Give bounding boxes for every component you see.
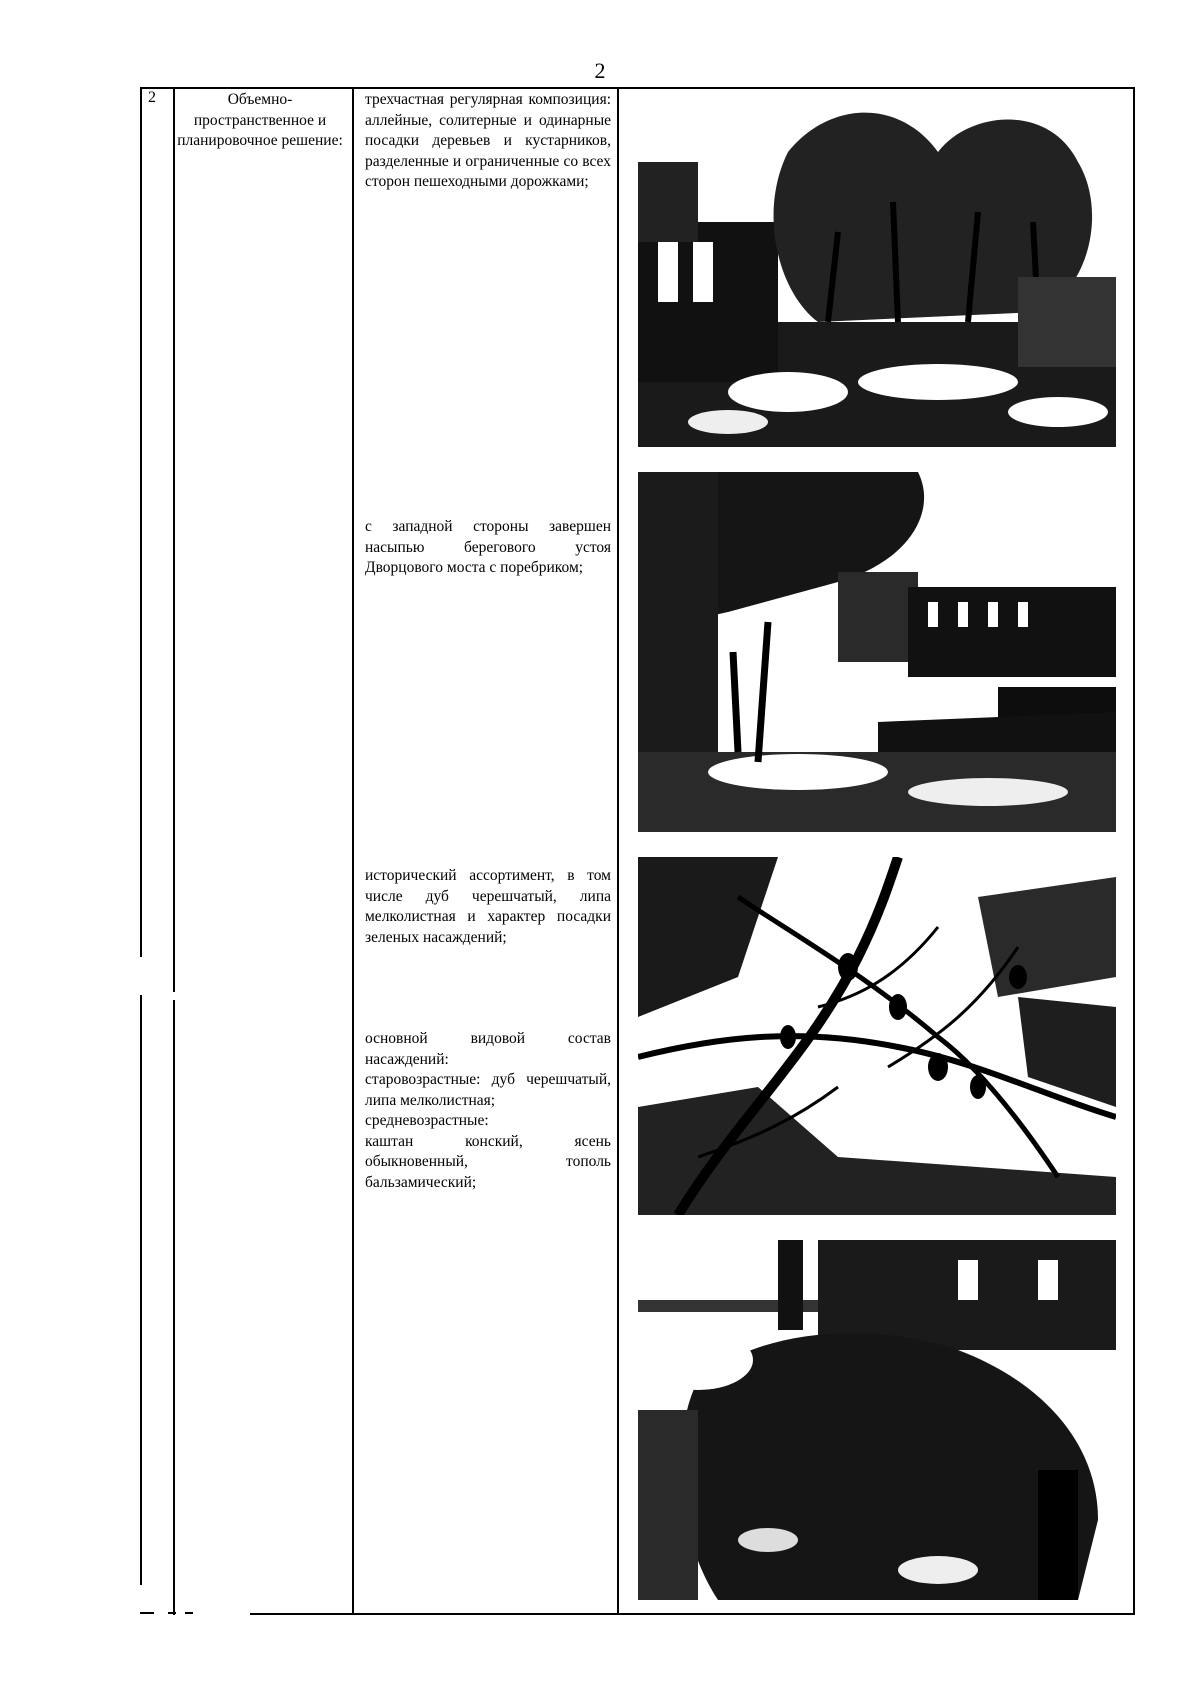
entry-western-side: с западной стороны завершен насыпью берегового устоя Дворцового моста с поребриком;	[365, 518, 611, 576]
left-margin-mark	[140, 1612, 154, 1614]
table-left-border-lower	[140, 995, 142, 1585]
entry-historic-assortment: исторический ассортимент, в том числе дуб черешчатый, липа мелколистная и характер посадки зеленых насаждений;	[365, 867, 611, 946]
left-margin-mark	[168, 1612, 176, 1614]
row-title: Объемно-пространственное и планировочное решение:	[177, 91, 343, 149]
table-bottom-border	[250, 1613, 1135, 1615]
entry-species-composition	[365, 1029, 611, 1193]
species-line-mid: каштан конский, ясень обыкновенный, тополь бальзамический;	[365, 1132, 611, 1191]
species-heading: основной видовой состав насаждений:	[365, 1030, 611, 1068]
column-divider-1-lower	[173, 1000, 175, 1615]
entry-composition: трехчастная регулярная композиция: аллейные, солитерные и одинарные посадки деревьев и кустарников, разделенные и ограниченные со всех сторон пешеходными дорожками;	[365, 91, 611, 190]
table-left-border	[140, 87, 142, 957]
table-right-border	[1133, 87, 1135, 1615]
species-line-old: старовозрастные: дуб черешчатый, липа мелколистная;	[365, 1071, 611, 1109]
column-divider-1	[173, 87, 175, 992]
page-number: 2	[594, 58, 606, 83]
left-margin-mark	[185, 1612, 193, 1614]
photo-tree-alley	[638, 92, 1116, 447]
column-divider-2	[352, 87, 354, 1615]
table-top-border	[140, 87, 1135, 89]
photo-dense-shrubs	[638, 1240, 1116, 1600]
row-number: 2	[148, 89, 156, 106]
photo-oak-branches	[638, 857, 1116, 1215]
photo-bridge-embankment	[638, 472, 1116, 832]
species-line-mid-heading: средневозрастные:	[365, 1112, 489, 1129]
column-divider-3	[617, 87, 619, 1615]
